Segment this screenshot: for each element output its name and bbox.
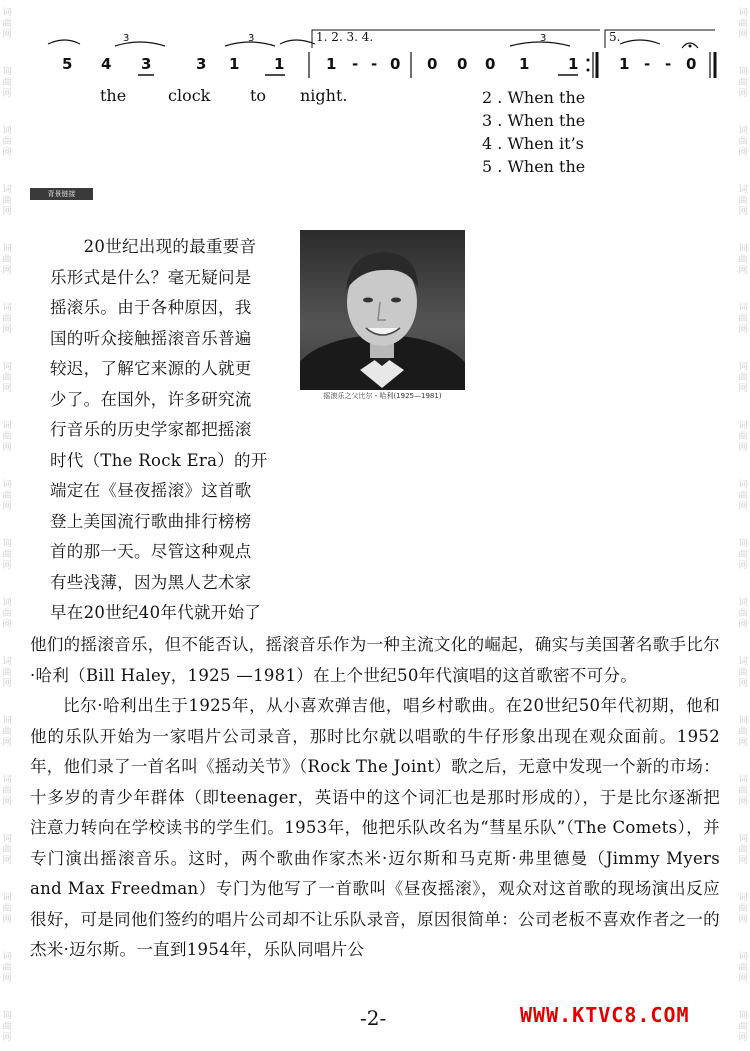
article-body [30, 630, 720, 966]
watermark-glyph: 词 曲 网 [2, 303, 12, 335]
verse-lyrics [482, 86, 585, 178]
text-line: 国的听众接触摇滚音乐普遍 [50, 328, 252, 348]
watermark-glyph: 词 曲 网 [738, 8, 748, 40]
watermark-glyph: 词 曲 网 [2, 8, 12, 40]
lyric-word: night. [300, 86, 348, 105]
note: 3 [196, 55, 207, 73]
watermark-glyph: 词 曲 网 [738, 185, 748, 217]
text-line: 端定在《昼夜摇滚》这首歌 [50, 481, 252, 500]
watermark-glyph: 词 曲 网 [2, 185, 12, 217]
text-line: 首的那一天。尽管这种观点 [50, 542, 252, 561]
note: - [371, 55, 378, 73]
note: - [352, 55, 359, 73]
note: 1 [274, 55, 285, 73]
watermark-glyph: 词 曲 网 [738, 539, 748, 571]
watermark-glyph: 词 曲 网 [738, 775, 748, 807]
watermark-glyph: 词 曲 网 [738, 1011, 748, 1043]
watermark-glyph: 词 曲 网 [738, 657, 748, 689]
portrait-photo [300, 230, 465, 390]
watermark-left [0, 0, 14, 1051]
note: 3 [141, 55, 152, 73]
watermark-glyph: 词 曲 网 [738, 126, 748, 158]
note: 0 [686, 55, 697, 73]
text-line: 20世纪出现的最重要音 [50, 237, 257, 256]
note: 1 [229, 55, 240, 73]
text-line: 乐形式是什么？毫无疑问是 [50, 267, 252, 287]
text-line: 时代（The Rock Era）的开 [50, 450, 268, 470]
watermark-glyph: 词 曲 网 [2, 480, 12, 512]
music-score [30, 0, 730, 180]
paragraph-continuation: 他们的摇滚音乐，但不能否认，摇滚音乐作为一种主流文化的崛起，确实与美国著名歌手比尔·哈利（Bill Haley，1925 —1981）在上个世纪50年代演唱的这首歌密不可分。 [30, 635, 720, 685]
note: 1 [326, 55, 337, 73]
second-ending-label: 5. [609, 30, 621, 44]
note: 0 [390, 55, 401, 73]
page-number: -2- [360, 1006, 387, 1030]
watermark-glyph: 词 曲 网 [2, 952, 12, 984]
watermark-glyph: 词 曲 网 [738, 244, 748, 276]
verse-line: 2 . When the [482, 88, 586, 107]
watermark-glyph: 词 曲 网 [2, 1011, 12, 1043]
text-line: 摇滚乐。由于各种原因，我 [50, 298, 252, 317]
paragraph: 比尔·哈利出生于1925年，从小喜欢弹吉他，唱乡村歌曲。在20世纪50年代初期，他和他的乐队开始为一家唱片公司录音，那时比尔就以唱歌的牛仔形象出现在观众面前。1952年，他们录了一首名叫《摇动关节》（Rock The Joint）歌之后，无意中发现一个新的市场：十多岁的青少年群体（即teenager，英语中的这个词汇也是那时形成的），于是比尔逐渐把注意力转向在学校读书的学生们。1953年，他把乐队改名为“彗星乐队”（The Comets），并专门演出摇滚音乐。这时，两个歌曲作家杰米·迈尔斯和马克斯·弗里德曼（Jimmy Myers and Max Freedman）专门为他写了一首歌叫《昼夜摇滚》，观众对这首歌的现场演出反应很好，可是同他们签约的唱片公司却不让乐队录音，原因很简单：公司老板不喜欢作者之一的杰米·迈尔斯。一直到1954年，乐队同唱片公 [30, 696, 720, 959]
verse-line: 3 . When the [482, 111, 586, 130]
text-line: 早在20世纪40年代就开始了 [50, 603, 262, 622]
watermark-glyph: 词 曲 网 [2, 657, 12, 689]
note: 0 [457, 55, 468, 73]
text-line: 登上美国流行歌曲排行榜榜 [50, 511, 252, 531]
text-line: 较迟，了解它来源的人就更 [50, 359, 252, 378]
watermark-glyph: 词 曲 网 [2, 716, 12, 748]
lyric-word: the [100, 86, 127, 105]
lyric-word: to [250, 86, 267, 105]
note: 1 [619, 55, 630, 73]
watermark-glyph: 词 曲 网 [2, 362, 12, 394]
watermark-glyph: 词 曲 网 [738, 716, 748, 748]
note: - [665, 55, 672, 73]
triplet-mark: 3 [540, 33, 547, 44]
site-watermark: WWW.KTVC8.COM [520, 1003, 690, 1027]
watermark-glyph: 词 曲 网 [738, 67, 748, 99]
verse-line: 4 . When it’s [482, 134, 584, 153]
text-line: 行音乐的历史学家都把摇滚 [50, 420, 252, 439]
watermark-glyph: 词 曲 网 [2, 421, 12, 453]
watermark-glyph: 词 曲 网 [2, 893, 12, 925]
watermark-glyph: 词 曲 网 [2, 775, 12, 807]
watermark-glyph: 词 曲 网 [2, 539, 12, 571]
portrait-illustration [300, 230, 465, 390]
watermark-glyph: 词 曲 网 [738, 362, 748, 394]
watermark-glyph: 词 曲 网 [2, 67, 12, 99]
note: 1 [519, 55, 530, 73]
section-tag: 背景链接 [30, 188, 93, 200]
watermark-glyph: 词 曲 网 [738, 421, 748, 453]
watermark-glyph: 词 曲 网 [738, 952, 748, 984]
watermark-glyph: 词 曲 网 [738, 303, 748, 335]
text-line: 有些浅薄，因为黑人艺术家 [50, 572, 252, 592]
watermark-glyph: 词 曲 网 [738, 893, 748, 925]
first-ending-label: 1. 2. 3. 4. [316, 30, 374, 44]
note: 4 [101, 55, 112, 73]
watermark-glyph: 词 曲 网 [2, 834, 12, 866]
watermark-glyph: 词 曲 网 [738, 598, 748, 630]
watermark-glyph: 词 曲 网 [738, 480, 748, 512]
lyric-word: clock [168, 86, 211, 105]
note: 0 [427, 55, 438, 73]
triplet-mark: 3 [248, 33, 255, 44]
watermark-glyph: 词 曲 网 [2, 126, 12, 158]
note: 0 [485, 55, 496, 73]
watermark-glyph: 词 曲 网 [738, 834, 748, 866]
text-line: 少了。在国外，许多研究流 [50, 389, 252, 409]
article-intro [50, 232, 290, 629]
note: - [644, 55, 651, 73]
verse-line: 5 . When the [482, 157, 586, 176]
note: 5 [62, 55, 73, 73]
watermark-glyph: 词 曲 网 [2, 598, 12, 630]
note: 1 [568, 55, 579, 73]
note-row [30, 55, 730, 75]
photo-caption: 摇滚乐之父比尔・哈利(1925—1981) [323, 392, 442, 400]
watermark-right [736, 0, 750, 1051]
triplet-mark: 3 [123, 33, 130, 44]
watermark-glyph: 词 曲 网 [2, 244, 12, 276]
